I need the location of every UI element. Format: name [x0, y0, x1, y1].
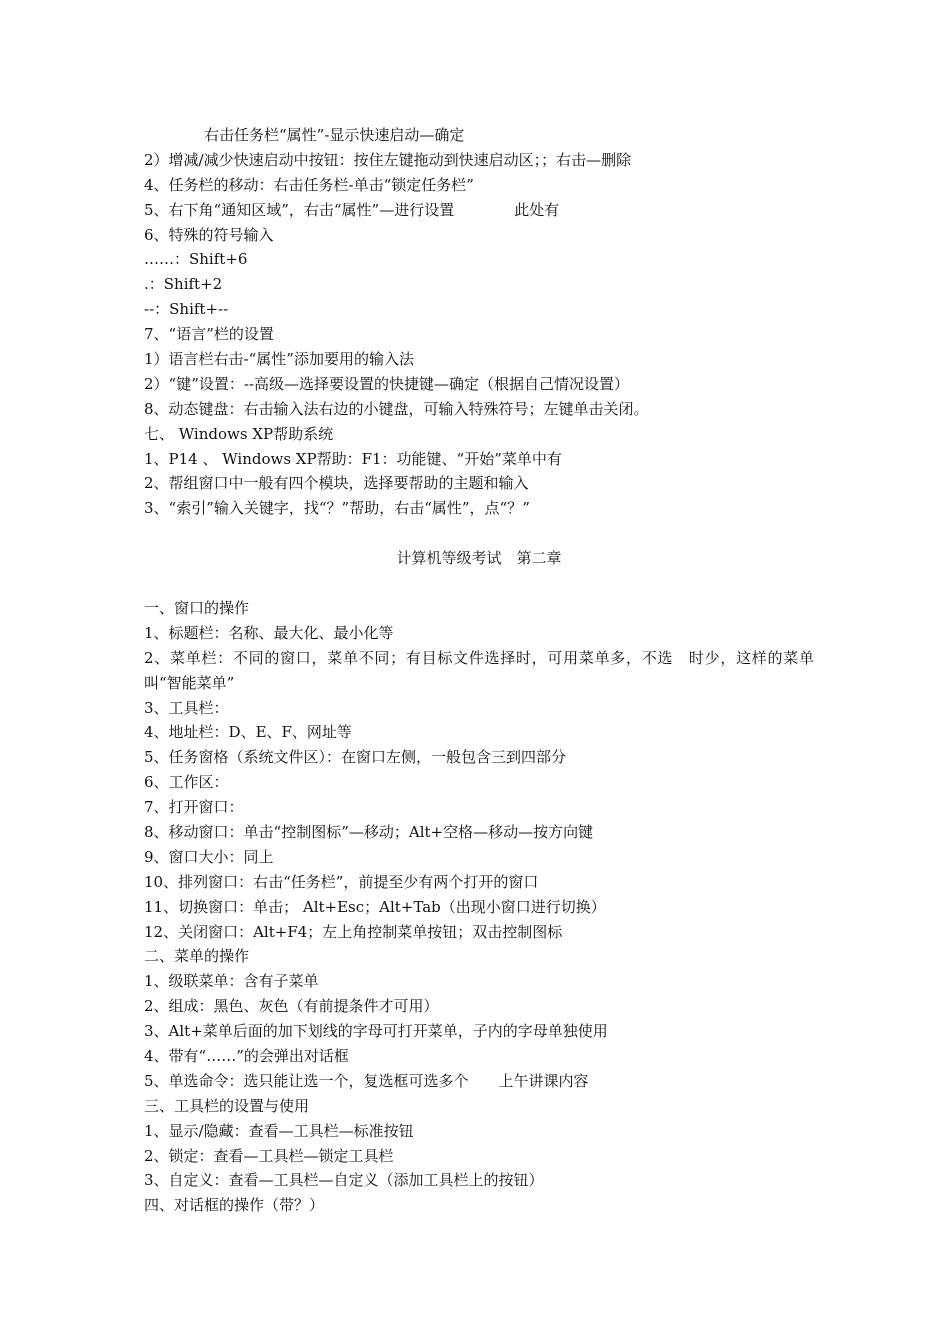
text-line: 2）“键”设置：--高级—选择要设置的快捷键—确定（根据自己情况设置） — [144, 374, 630, 393]
text-line: 2、组成：黑色、灰色（有前提条件才可用） — [144, 997, 439, 1016]
text-line: 10、排列窗口：右击“任务栏”，前提至少有两个打开的窗口 — [144, 872, 539, 891]
section-heading: 四、对话框的操作（带？） — [144, 1196, 325, 1215]
text-line: 2）增减/减少快速启动中按钮：按住左键拖动到快速启动区；；右击—删除 — [144, 150, 632, 169]
text-line: 4、地址栏：D、E、F、网址等 — [144, 723, 352, 742]
text-line: 2、菜单栏：不同的窗口，菜单不同；有目标文件选择时，可用菜单多，不选 时少，这样的菜单叫“智能菜单” — [144, 648, 814, 692]
text-line: 8、动态键盘：右击输入法右边的小键盘，可输入特殊符号；左键单击关闭。 — [144, 399, 649, 418]
text-line: 1、级联菜单：含有子菜单 — [144, 972, 319, 991]
blank-line — [144, 521, 814, 546]
text-line-main: 5、单选命令：选只能让选一个，复选框可选多个 — [144, 1071, 469, 1090]
blank-line — [144, 571, 814, 596]
margin-note: 此处有 — [514, 200, 560, 219]
text-line: 9、窗口大小：同上 — [144, 847, 274, 866]
text-line: 3、Alt+菜单后面的加下划线的字母可打开菜单，子内的字母单独使用 — [144, 1022, 608, 1041]
margin-note: 上午讲课内容 — [498, 1071, 589, 1090]
document-body — [144, 123, 814, 1218]
section-heading: 七、 Windows XP帮助系统 — [144, 424, 334, 443]
text-line: 3、工具栏： — [144, 698, 229, 717]
text-line: 4、带有“……”的会弹出对话框 — [144, 1046, 349, 1065]
text-line: 1、显示/隐藏：查看—工具栏—标准按钮 — [144, 1121, 414, 1140]
text-line: 2、锁定：查看—工具栏—锁定工具栏 — [144, 1146, 394, 1165]
text-line: 7、打开窗口： — [144, 798, 244, 817]
text-line — [144, 198, 814, 223]
text-line: 右击任务栏“属性”-显示快速启动—确定 — [204, 126, 465, 144]
text-line: 6、特殊的符号输入 — [144, 225, 274, 244]
text-line: 12、关闭窗口：Alt+F4；左上角控制菜单按钮；双击控制图标 — [144, 922, 563, 941]
section-heading: 一、窗口的操作 — [144, 598, 250, 617]
text-line: 3、自定义：查看—工具栏—自定义（添加工具栏上的按钮） — [144, 1171, 544, 1190]
text-line: 6、工作区： — [144, 773, 229, 792]
text-line: 1、P14 、 Windows XP帮助：F1：功能键、“开始”菜单中有 — [144, 449, 562, 468]
text-line: 11、切换窗口：单击； Alt+Esc；Alt+Tab（出现小窗口进行切换） — [144, 897, 606, 916]
chapter-title: 计算机等级考试 第二章 — [396, 549, 562, 568]
section-heading: 二、菜单的操作 — [144, 947, 250, 966]
text-line: 3、“索引”输入关键字，找“？”帮助，右击“属性”，点“？” — [144, 499, 530, 518]
text-line-main: 5、右下角“通知区域”，右击“属性”—进行设置 — [144, 200, 455, 219]
text-line: 8、移动窗口：单击“控制图标”—移动；Alt+空格—移动—按方向键 — [144, 822, 594, 841]
text-line: 5、任务窗格（系统文件区）：在窗口左侧，一般包含三到四部分 — [144, 748, 567, 767]
text-line: 1、标题栏：名称、最大化、最小化等 — [144, 623, 394, 642]
text-line: --：Shift+-- — [144, 300, 229, 319]
text-line — [144, 1069, 814, 1094]
text-line: ……：Shift+6 — [144, 250, 248, 269]
text-line: 2、帮组窗口中一般有四个模块，选择要帮助的主题和输入 — [144, 474, 529, 493]
section-heading: 三、工具栏的设置与使用 — [144, 1096, 310, 1115]
text-line: 7、“语言”栏的设置 — [144, 325, 274, 344]
text-line: 1）语言栏右击-“属性”添加要用的输入法 — [144, 350, 414, 369]
text-line: .：Shift+2 — [144, 275, 223, 294]
text-line: 4、任务栏的移动：右击任务栏-单击“锁定任务栏” — [144, 175, 474, 194]
